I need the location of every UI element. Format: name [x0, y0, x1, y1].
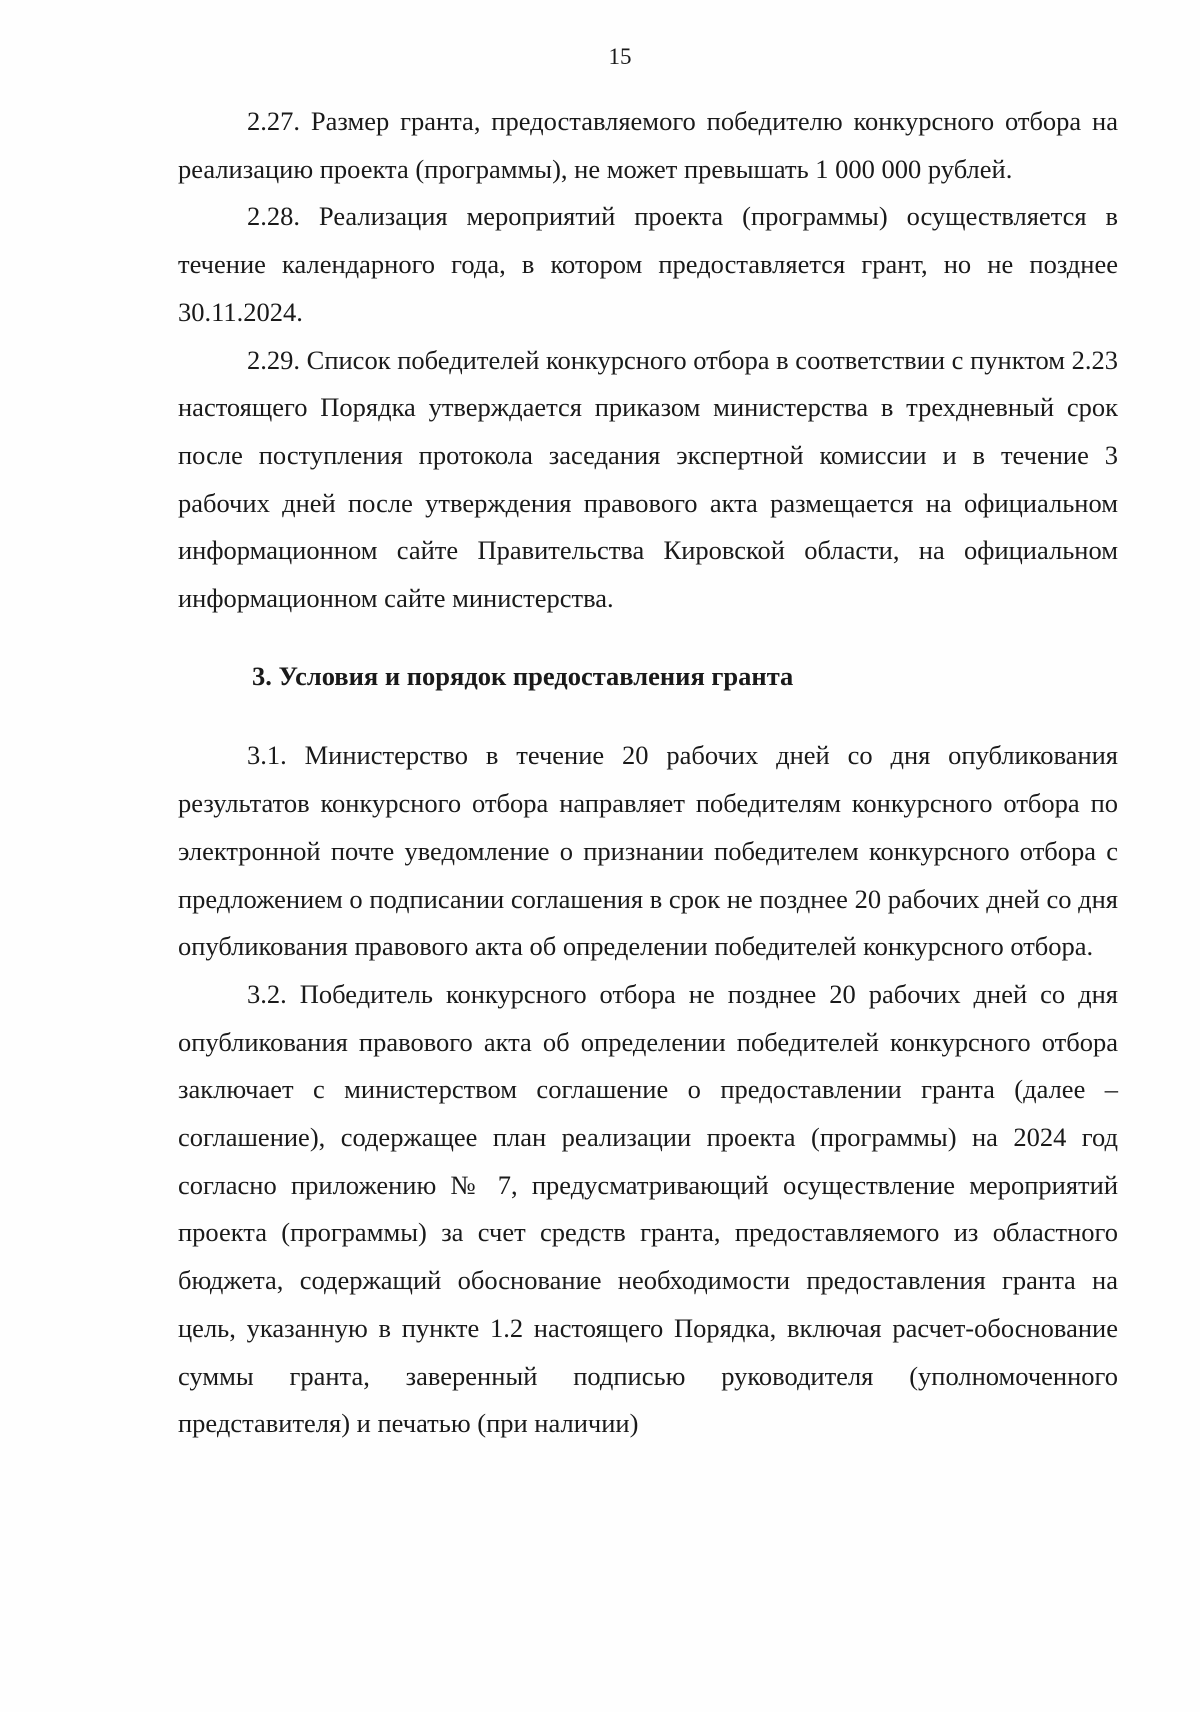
document-body	[178, 98, 1118, 1448]
paragraph-3-1: 3.1. Министерство в течение 20 рабочих дней со дня опубликования результатов конкурсного отбора направляет победителям конкурсного отбора по электронной почте уведомление о признании победителем конкурсного отбора с предложением о подписании соглашения в срок не позднее 20 рабочих дней со дня опубликования правового акта об определении победителей конкурсного отбора.	[178, 740, 1118, 962]
paragraph-2-28: 2.28. Реализация мероприятий проекта (программы) осуществляется в течение календарного года, в котором предоставляется грант, но не позднее 30.11.2024.	[178, 201, 1118, 327]
section-heading-3: 3. Условия и порядок предоставления гранта	[252, 660, 794, 691]
paragraph-2-27: 2.27. Размер гранта, предоставляемого победителю конкурсного отбора на реализацию проекта (программы), не может превышать 1 000 000 рублей.	[178, 106, 1118, 184]
paragraph-2-29: 2.29. Список победителей конкурсного отбора в соответствии с пунктом 2.23 настоящего Порядка утверждается приказом министерства в трехдневный срок после поступления протокола заседания экспертной комиссии и в течение 3 рабочих дней после утверждения правового акта размещается на официальном информационном сайте Правительства Кировской области, на официальном информационном сайте министерства.	[178, 344, 1118, 614]
paragraph-3-2: 3.2. Победитель конкурсного отбора не позднее 20 рабочих дней со дня опубликования правового акта об определении победителей конкурсного отбора заключает с министерством соглашение о предоставлении гранта (далее – соглашение), содержащее план реализации проекта (программы) на 2024 год согласно приложению № 7, предусматривающий осуществление мероприятий проекта (программы) за счет средств гранта, предоставляемого из областного бюджета, содержащий обоснование необходимости предоставления гранта на цель, указанную в пункте 1.2 настоящего Порядка, включая расчет-обоснование суммы гранта, заверенный подписью руководителя (уполномоченного представителя) и печатью (при наличии)	[178, 978, 1118, 1439]
page-number: 15	[608, 44, 632, 69]
